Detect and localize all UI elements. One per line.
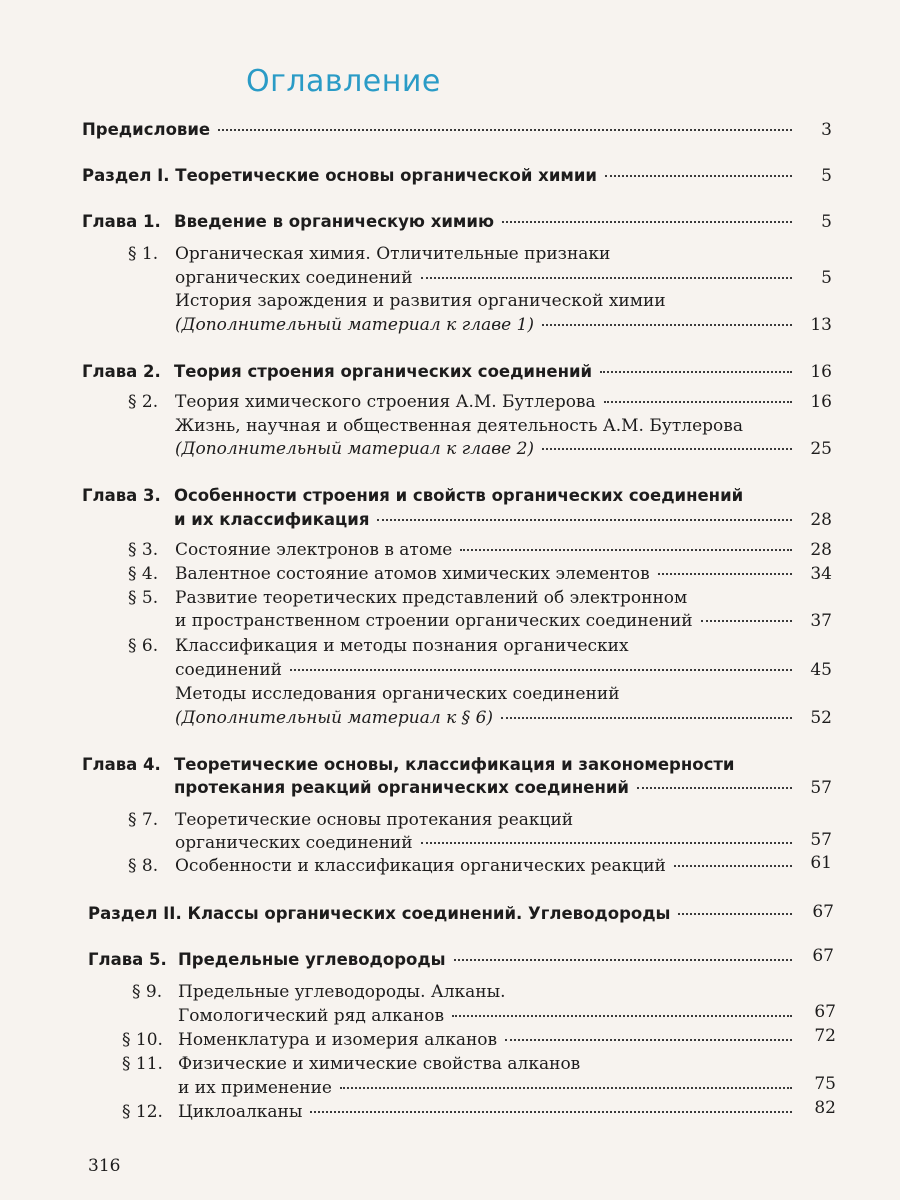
toc-entry-paragraph-2[interactable] bbox=[175, 392, 802, 412]
page-ref: 5 bbox=[821, 166, 832, 186]
entry-text: Предисловие bbox=[82, 120, 211, 139]
dot-leader bbox=[310, 1111, 792, 1113]
page-ref: 37 bbox=[810, 611, 832, 631]
entry-text: (Дополнительный материал к § 6) bbox=[175, 708, 494, 728]
entry-text: Циклоалканы bbox=[178, 1102, 303, 1122]
entry-text: и пространственном строении органических соединений bbox=[175, 611, 693, 631]
entry-text: протекания реакций органических соединений bbox=[174, 778, 629, 797]
paragraph-label: § 2. bbox=[128, 392, 159, 412]
dot-leader bbox=[340, 1087, 792, 1089]
chapter-label: Глава 4. bbox=[82, 755, 161, 774]
dot-leader bbox=[678, 913, 792, 915]
toc-entry-supplement-2[interactable] bbox=[175, 439, 802, 459]
dot-leader bbox=[658, 573, 792, 575]
entry-text: и их классификация bbox=[174, 510, 370, 529]
entry-text: (Дополнительный материал к главе 2) bbox=[175, 439, 535, 459]
paragraph-label: § 1. bbox=[128, 244, 159, 264]
entry-text: История зарождения и развития органической химии bbox=[175, 291, 666, 311]
page-ref: 16 bbox=[810, 392, 832, 412]
toc-entry-chapter-3[interactable] bbox=[174, 510, 802, 529]
entry-text: органических соединений bbox=[175, 268, 413, 288]
dot-leader bbox=[542, 324, 792, 326]
paragraph-label: § 3. bbox=[128, 540, 159, 560]
toc-entry-paragraph-9[interactable] bbox=[178, 1006, 802, 1026]
page-ref: 82 bbox=[814, 1098, 836, 1118]
dot-leader bbox=[701, 620, 792, 622]
entry-text: Особенности и классификация органических реакций bbox=[175, 856, 666, 876]
dot-leader bbox=[502, 221, 792, 223]
entry-text: и их применение bbox=[178, 1078, 332, 1098]
entry-text: соединений bbox=[175, 660, 282, 680]
entry-text: Классификация и методы познания органических bbox=[175, 636, 629, 656]
chapter-label: Глава 2. bbox=[82, 362, 161, 381]
dot-leader bbox=[542, 448, 792, 450]
toc-entry-supplement-1[interactable] bbox=[175, 315, 802, 335]
paragraph-label: § 11. bbox=[122, 1054, 163, 1074]
page-ref: 13 bbox=[810, 315, 832, 335]
page-ref: 67 bbox=[812, 902, 834, 922]
page-ref: 34 bbox=[810, 564, 832, 584]
entry-text: Жизнь, научная и общественная деятельность А.М. Бутлерова bbox=[175, 416, 743, 436]
dot-leader bbox=[452, 1015, 792, 1017]
toc-entry-chapter-1[interactable] bbox=[82, 212, 802, 231]
entry-text: Особенности строения и свойств органических соединений bbox=[174, 486, 744, 505]
toc-entry-paragraph-10[interactable] bbox=[178, 1030, 802, 1050]
entry-text: Введение в органическую химию bbox=[174, 212, 495, 231]
toc-entry-paragraph-11[interactable] bbox=[178, 1078, 802, 1098]
dot-leader bbox=[421, 842, 792, 844]
toc-entry-paragraph-12[interactable] bbox=[178, 1102, 802, 1122]
entry-text: Теоретические основы протекания реакций bbox=[175, 810, 574, 830]
chapter-label: Глава 1. bbox=[82, 212, 161, 231]
toc-entry-preface[interactable] bbox=[82, 120, 802, 139]
page-ref: 57 bbox=[810, 778, 832, 798]
entry-text: Номенклатура и изомерия алканов bbox=[178, 1030, 498, 1050]
entry-text: Предельные углеводороды bbox=[178, 950, 446, 969]
dot-leader bbox=[637, 787, 792, 789]
entry-text: Физические и химические свойства алканов bbox=[178, 1054, 581, 1074]
page-ref: 28 bbox=[810, 540, 832, 560]
page-ref: 72 bbox=[814, 1026, 836, 1046]
toc-entry-paragraph-7[interactable] bbox=[175, 833, 802, 853]
page-ref: 25 bbox=[810, 439, 832, 459]
page-ref: 16 bbox=[810, 362, 832, 382]
dot-leader bbox=[501, 717, 792, 719]
entry-text: Теория химического строения А.М. Бутлерова bbox=[175, 392, 596, 412]
page-ref: 57 bbox=[810, 830, 832, 850]
paragraph-label: § 12. bbox=[122, 1102, 163, 1122]
dot-leader bbox=[218, 129, 792, 131]
paragraph-label: § 9. bbox=[132, 982, 163, 1002]
page-ref: 67 bbox=[812, 946, 834, 966]
chapter-label: Глава 5. bbox=[88, 950, 167, 969]
dot-leader bbox=[605, 175, 792, 177]
dot-leader bbox=[290, 669, 792, 671]
paragraph-label: § 7. bbox=[128, 810, 159, 830]
toc-entry-chapter-4[interactable] bbox=[174, 778, 802, 797]
toc-entry-paragraph-4[interactable] bbox=[175, 564, 802, 584]
dot-leader bbox=[674, 865, 792, 867]
paragraph-label: § 8. bbox=[128, 856, 159, 876]
page-ref: 75 bbox=[814, 1074, 836, 1094]
toc-entry-section-1[interactable] bbox=[82, 166, 802, 185]
entry-text: Раздел I. Теоретические основы органической химии bbox=[82, 166, 597, 185]
page-ref: 52 bbox=[810, 708, 832, 728]
dot-leader bbox=[454, 959, 792, 961]
paragraph-label: § 5. bbox=[128, 588, 159, 608]
dot-leader bbox=[460, 549, 792, 551]
dot-leader bbox=[377, 519, 792, 521]
toc-entry-paragraph-1[interactable] bbox=[175, 268, 802, 288]
page-ref: 67 bbox=[814, 1002, 836, 1022]
entry-text: Методы исследования органических соединений bbox=[175, 684, 620, 704]
chapter-label: Глава 3. bbox=[82, 486, 161, 505]
toc-entry-section-2[interactable] bbox=[88, 904, 802, 923]
paragraph-label: § 10. bbox=[122, 1030, 163, 1050]
entry-text: органических соединений bbox=[175, 833, 413, 853]
page-number: 316 bbox=[88, 1156, 121, 1176]
toc-entry-paragraph-5[interactable] bbox=[175, 611, 802, 631]
dot-leader bbox=[600, 371, 792, 373]
page-ref: 5 bbox=[821, 268, 832, 288]
page-ref: 28 bbox=[810, 510, 832, 530]
entry-text: Предельные углеводороды. Алканы. bbox=[178, 982, 506, 1002]
entry-text: Раздел II. Классы органических соединений. Углеводороды bbox=[88, 904, 671, 923]
dot-leader bbox=[421, 277, 792, 279]
paragraph-label: § 4. bbox=[128, 564, 159, 584]
page-ref: 45 bbox=[810, 660, 832, 680]
page-title: Оглавление bbox=[246, 64, 441, 99]
page-ref: 3 bbox=[821, 120, 832, 140]
toc-entry-chapter-5[interactable] bbox=[88, 950, 802, 969]
page-ref: 5 bbox=[821, 212, 832, 232]
toc-entry-supplement-6[interactable] bbox=[175, 708, 802, 728]
dot-leader bbox=[505, 1039, 792, 1041]
entry-text: Теоретические основы, классификация и закономерности bbox=[174, 755, 735, 774]
page-ref: 61 bbox=[810, 853, 832, 873]
entry-text: Органическая химия. Отличительные признаки bbox=[175, 244, 611, 264]
entry-text: Теория строения органических соединений bbox=[174, 362, 593, 381]
entry-text: Состояние электронов в атоме bbox=[175, 540, 453, 560]
toc-entry-chapter-2[interactable] bbox=[82, 362, 802, 381]
entry-text: Валентное состояние атомов химических элементов bbox=[175, 564, 650, 584]
toc-entry-paragraph-8[interactable] bbox=[175, 856, 802, 876]
toc-entry-paragraph-6[interactable] bbox=[175, 660, 802, 680]
paragraph-label: § 6. bbox=[128, 636, 159, 656]
toc-entry-paragraph-3[interactable] bbox=[175, 540, 802, 560]
entry-text: (Дополнительный материал к главе 1) bbox=[175, 315, 535, 335]
entry-text: Развитие теоретических представлений об электронном bbox=[175, 588, 688, 608]
entry-text: Гомологический ряд алканов bbox=[178, 1006, 445, 1026]
dot-leader bbox=[604, 401, 792, 403]
